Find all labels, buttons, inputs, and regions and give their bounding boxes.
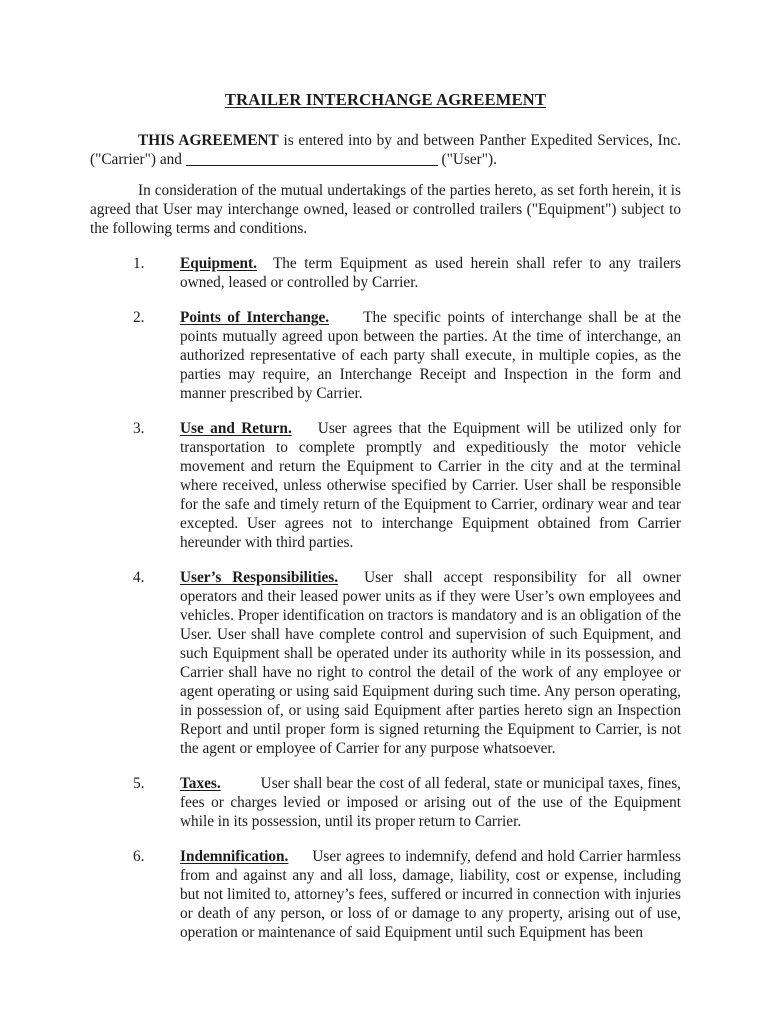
clause-body <box>180 774 681 831</box>
clause-body <box>180 847 681 942</box>
clause-text: User agrees to indemnify, defend and hold Carrier harmless from and against any and all loss, damage, liability, cost or expense, including but not limited to, attorney’s fees, suffered or incurred in connection with injuries or death of any person, or loss of or damage to any property, arising out of use, operation or maintenance of said Equipment until such Equipment has been <box>180 848 681 941</box>
clause-body <box>180 568 681 758</box>
user-name-blank-field <box>186 162 438 166</box>
clause-text: User agrees that the Equipment will be utilized only for transportation to complete promptly and expeditiously the motor vehicle movement and return the Equipment to Carrier in the city and at the terminal where received, unless otherwise specified by Carrier. User shall be responsible for the safe and timely return of the Equipment to Carrier, ordinary wear and tear excepted. User agrees not to interchange Equipment obtained from Carrier hereunder with third parties. <box>180 420 681 551</box>
clause-text: The term Equipment as used herein shall refer to any trailers owned, leased or controlled by Carrier. <box>180 255 681 291</box>
clause-body <box>180 419 681 552</box>
clause-points-of-interchange <box>90 308 681 403</box>
clause-taxes <box>90 774 681 831</box>
clause-number: 5. <box>133 775 145 792</box>
tab-gap <box>292 432 318 433</box>
intro-paragraph <box>90 131 681 169</box>
clause-heading: Use and Return. <box>180 420 292 437</box>
clause-text: The specific points of interchange shall be at the points mutually agreed upon between the parties. At the time of interchange, an authorized representative of each party shall execute, in multiple copies, as the parties may require, an Interchange Receipt and Inspection in the form and manner prescribed by Carrier. <box>180 309 681 402</box>
clause-indemnification <box>90 847 681 942</box>
clause-heading: Equipment. <box>180 255 257 272</box>
clause-equipment <box>90 254 681 292</box>
clause-heading: Taxes. <box>180 775 221 792</box>
tab-gap <box>329 321 363 322</box>
clause-body <box>180 308 681 403</box>
tab-gap <box>221 787 261 788</box>
clause-use-and-return <box>90 419 681 552</box>
clause-users-responsibilities <box>90 568 681 758</box>
clause-number: 3. <box>133 420 145 437</box>
intro-text: is entered into by and between Panther Expedited Services, Inc. ("Carrier") and <box>90 132 681 168</box>
clause-heading: Indemnification. <box>180 848 289 865</box>
clause-number: 1. <box>133 255 145 272</box>
clause-heading: Points of Interchange. <box>180 309 330 326</box>
document-title: TRAILER INTERCHANGE AGREEMENT <box>224 90 547 109</box>
preamble-paragraph: In consideration of the mutual undertakings of the parties hereto, as set forth herein, it is agreed that User may interchange owned, leased or controlled trailers ("Equipment") subject to the following terms and conditions. <box>90 182 681 237</box>
tab-gap <box>338 581 364 582</box>
tab-gap <box>288 860 312 861</box>
clause-number: 6. <box>133 848 145 865</box>
clause-number: 4. <box>133 569 145 586</box>
clause-body <box>180 254 681 292</box>
clause-number: 2. <box>133 309 145 326</box>
intro-bold-lead: THIS AGREEMENT <box>138 132 279 149</box>
intro-text-tail: ("User"). <box>437 151 497 168</box>
tab-gap <box>257 267 273 268</box>
clause-heading: User’s Responsibilities. <box>180 569 339 586</box>
clause-text: User shall bear the cost of all federal, state or municipal taxes, fines, fees or charges levied or imposed or arising out of the use of the Equipment while in its possession, until its proper return to Carrier. <box>180 775 681 830</box>
clause-text: User shall accept responsibility for all owner operators and their leased power units as if they were User’s own employees and vehicles. Proper identification on tractors is mandatory and is an obligation of the User. User shall have complete control and supervision of such Equipment, and such Equipment shall be operated under its authority while in its possession, and Carrier shall have no right to control the detail of the work of any employee or agent operating or using said Equipment during such time. Any person operating, in possession of, or using said Equipment after parties hereto sign an Inspection Report and until proper form is signed returning the Equipment to Carrier, is not the agent or employee of Carrier for any purpose whatsoever. <box>180 569 681 757</box>
